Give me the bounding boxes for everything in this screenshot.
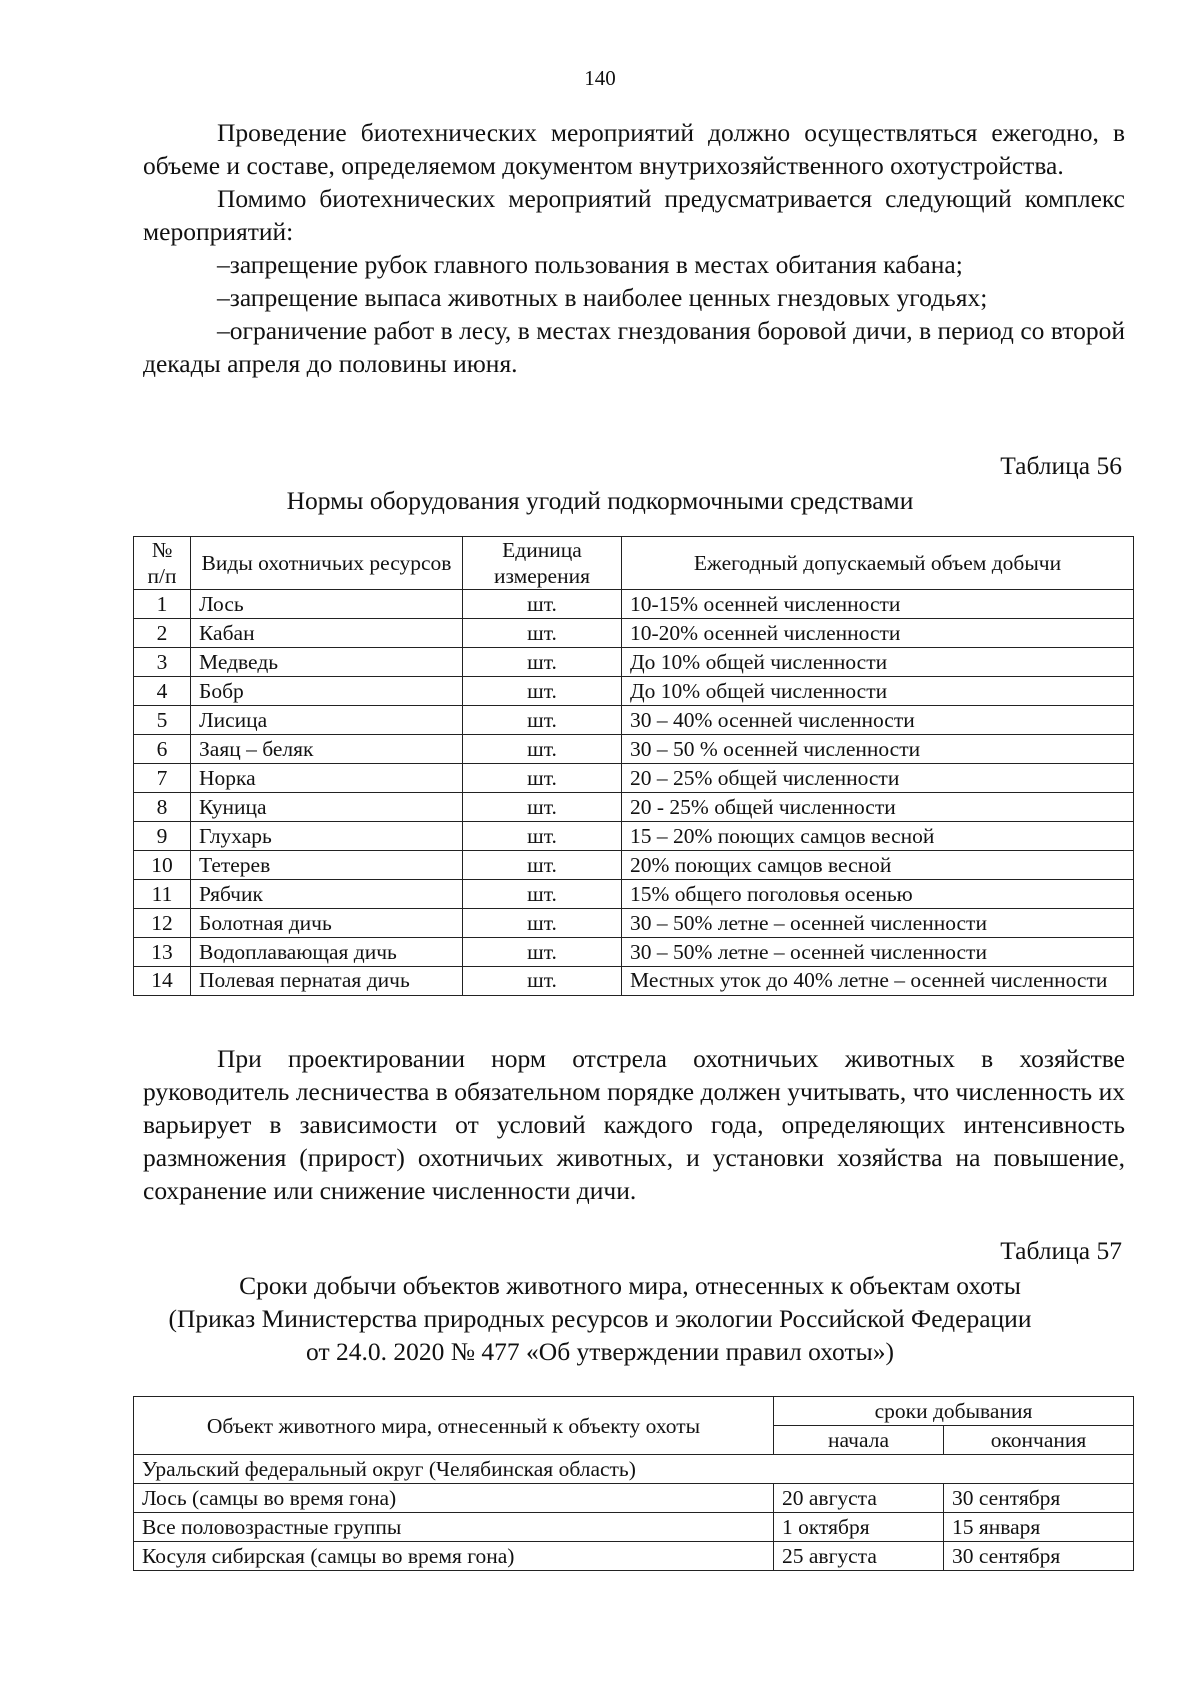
bullet-item: –запрещение рубок главного пользования в местах обитания кабана; [217, 250, 963, 279]
row-end: 30 сентября [944, 1542, 1134, 1571]
row-object: Лось (самцы во время гона) [134, 1484, 774, 1513]
header-end: окончания [944, 1426, 1134, 1455]
section-label: Уральский федеральный округ (Челябинская область) [134, 1455, 1134, 1484]
table56-title: Нормы оборудования угодий подкормочными средствами [286, 486, 914, 515]
row-volume: Местных уток до 40% летне – осенней численности [622, 967, 1134, 996]
row-unit: шт. [463, 619, 622, 648]
row-end: 30 сентября [944, 1484, 1134, 1513]
table-row [134, 1513, 1134, 1542]
row-volume: До 10% общей численности [622, 677, 1134, 706]
row-unit: шт. [463, 735, 622, 764]
header-start: начала [774, 1426, 944, 1455]
row-num: 1 [134, 590, 191, 619]
row-num: 11 [134, 880, 191, 909]
row-volume: 15% общего поголовья осенью [622, 880, 1134, 909]
table-row [134, 967, 1134, 996]
intro-paragraph: Проведение биотехнических мероприятий должно осуществляться ежегодно, в объеме и составе, определяемом документом внутрихозяйственного охотустройства. [143, 118, 1125, 180]
header-volume: Ежегодный допускаемый объем добычи [622, 537, 1134, 590]
row-object: Косуля сибирская (самцы во время гона) [134, 1542, 774, 1571]
middle-paragraph: При проектировании норм отстрела охотничьих животных в хозяйстве руководитель лесничества в обязательном порядке должен учитывать, что численность их варьирует в зависимости от условий каждого года, определяющих интенсивность размножения (прирост) охотничьих животных, и установки хозяйства на повышение, сохранение или снижение численности дичи. [143, 1044, 1125, 1205]
table57-number: Таблица 57 [1000, 1236, 1122, 1265]
table-header-row [134, 1397, 1134, 1426]
row-object: Все половозрастные группы [134, 1513, 774, 1542]
row-volume: До 10% общей численности [622, 648, 1134, 677]
table57-title-line: Сроки добычи объектов животного мира, отнесенных к объектам охоты [239, 1271, 1021, 1300]
row-volume: 10-15% осенней численности [622, 590, 1134, 619]
row-volume: 30 – 50 % осенней численности [622, 735, 1134, 764]
intro-paragraph: Помимо биотехнических мероприятий предусматривается следующий комплекс мероприятий: [143, 184, 1125, 246]
row-unit: шт. [463, 590, 622, 619]
row-num: 2 [134, 619, 191, 648]
row-unit: шт. [463, 967, 622, 996]
row-unit: шт. [463, 648, 622, 677]
row-unit: шт. [463, 851, 622, 880]
row-unit: шт. [463, 822, 622, 851]
table57-title-line: (Приказ Министерства природных ресурсов и экологии Российской Федерации [168, 1304, 1032, 1333]
table-row [134, 793, 1134, 822]
row-num: 10 [134, 851, 191, 880]
table-header-row [134, 537, 1134, 590]
row-volume: 30 – 50% летне – осенней численности [622, 909, 1134, 938]
row-volume: 30 – 40% осенней численности [622, 706, 1134, 735]
table-row [134, 590, 1134, 619]
row-volume: 20 - 25% общей численности [622, 793, 1134, 822]
row-end: 15 января [944, 1513, 1134, 1542]
row-species: Куница [191, 793, 463, 822]
row-num: 5 [134, 706, 191, 735]
row-num: 9 [134, 822, 191, 851]
row-unit: шт. [463, 793, 622, 822]
row-volume: 15 – 20% поющих самцов весной [622, 822, 1134, 851]
row-species: Лисица [191, 706, 463, 735]
row-species: Тетерев [191, 851, 463, 880]
row-species: Заяц – беляк [191, 735, 463, 764]
header-species: Виды охотничьих ресурсов [191, 537, 463, 590]
row-species: Лось [191, 590, 463, 619]
header-object: Объект животного мира, отнесенный к объекту охоты [134, 1397, 774, 1455]
row-num: 3 [134, 648, 191, 677]
table-row [134, 735, 1134, 764]
row-num: 12 [134, 909, 191, 938]
row-unit: шт. [463, 909, 622, 938]
table57-title [0, 1269, 1200, 1368]
row-species: Кабан [191, 619, 463, 648]
row-num: 6 [134, 735, 191, 764]
bullet-item: –запрещение выпаса животных в наиболее ценных гнездовых угодьях; [217, 283, 988, 312]
table-row [134, 619, 1134, 648]
table56-number: Таблица 56 [1000, 451, 1122, 480]
table-row [134, 851, 1134, 880]
row-volume: 10-20% осенней численности [622, 619, 1134, 648]
header-period: сроки добывания [774, 1397, 1134, 1426]
header-unit: Единица измерения [463, 537, 622, 590]
row-species: Глухарь [191, 822, 463, 851]
row-start: 20 августа [774, 1484, 944, 1513]
row-species: Водоплавающая дичь [191, 938, 463, 967]
table-row [134, 938, 1134, 967]
page-number: 140 [584, 66, 616, 90]
section-row [134, 1455, 1134, 1484]
row-species: Болотная дичь [191, 909, 463, 938]
row-unit: шт. [463, 938, 622, 967]
row-unit: шт. [463, 706, 622, 735]
table-row [134, 764, 1134, 793]
row-num: 4 [134, 677, 191, 706]
row-num: 13 [134, 938, 191, 967]
row-unit: шт. [463, 764, 622, 793]
row-volume: 20% поющих самцов весной [622, 851, 1134, 880]
table-row [134, 909, 1134, 938]
row-start: 1 октября [774, 1513, 944, 1542]
table-row [134, 677, 1134, 706]
row-species: Полевая пернатая дичь [191, 967, 463, 996]
header-num: № п/п [134, 537, 191, 590]
row-species: Рябчик [191, 880, 463, 909]
row-unit: шт. [463, 677, 622, 706]
row-volume: 20 – 25% общей численности [622, 764, 1134, 793]
row-num: 8 [134, 793, 191, 822]
table56 [133, 536, 1134, 996]
table-row [134, 706, 1134, 735]
table-row [134, 1484, 1134, 1513]
row-species: Бобр [191, 677, 463, 706]
row-unit: шт. [463, 880, 622, 909]
intro-text [143, 116, 1125, 380]
row-species: Медведь [191, 648, 463, 677]
row-volume: 30 – 50% летне – осенней численности [622, 938, 1134, 967]
table-row [134, 822, 1134, 851]
table-row [134, 880, 1134, 909]
table-row [134, 648, 1134, 677]
row-species: Норка [191, 764, 463, 793]
bullet-item: –ограничение работ в лесу, в местах гнездования боровой дичи, в период со второй декады апреля до половины июня. [143, 316, 1125, 378]
middle-text [143, 1042, 1125, 1207]
table57-title-line: от 24.0. 2020 № 477 «Об утверждении правил охоты») [306, 1337, 894, 1366]
row-num: 7 [134, 764, 191, 793]
row-start: 25 августа [774, 1542, 944, 1571]
table57 [133, 1396, 1134, 1571]
table-row [134, 1542, 1134, 1571]
row-num: 14 [134, 967, 191, 996]
